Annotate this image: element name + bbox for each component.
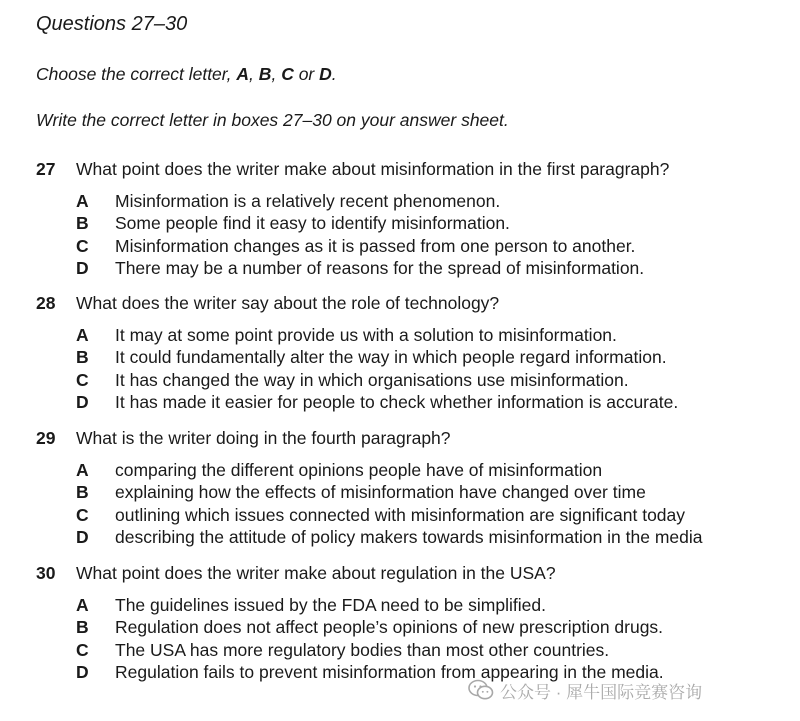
option-letter: C — [76, 235, 89, 256]
option-text: It may at some point provide us with a solution to misinformation. — [115, 325, 617, 345]
letter-b: B — [258, 64, 272, 84]
letter-c: C — [281, 64, 294, 84]
wechat-icon — [468, 679, 494, 701]
option-d — [76, 526, 776, 548]
question-stem — [36, 425, 776, 451]
option-letter: A — [76, 460, 89, 480]
option-a — [76, 459, 776, 481]
option-text: There may be a number of reasons for the spread of misinformation. — [115, 258, 645, 279]
question-text: What point does the writer make about regulation in the USA? — [76, 563, 556, 583]
instruction-prefix: Choose the correct letter, — [36, 64, 232, 84]
option-letter: C — [76, 369, 89, 390]
option-c — [76, 639, 776, 661]
option-c — [76, 369, 776, 391]
option-letter: B — [76, 617, 89, 638]
option-a — [76, 594, 776, 616]
option-b — [76, 616, 776, 638]
watermark-text: 公众号 · 犀牛国际竞赛咨询 — [500, 682, 703, 702]
option-text: explaining how the effects of misinformation have changed over time — [115, 482, 646, 503]
option-d — [76, 257, 776, 279]
separator: , — [249, 64, 254, 84]
option-b — [76, 481, 776, 503]
or-word: or — [298, 64, 315, 84]
option-text: outlining which issues connected with misinformation are significant today — [115, 504, 686, 525]
option-c — [76, 504, 776, 526]
watermark — [468, 678, 702, 702]
question-text: What does the writer say about the role of technology? — [76, 293, 500, 313]
question-text: What is the writer doing in the fourth paragraph? — [76, 428, 451, 448]
letter-d: D — [319, 64, 332, 84]
options-list — [76, 594, 776, 684]
option-text: Some people find it easy to identify misinformation. — [115, 213, 510, 234]
options-list — [76, 190, 776, 280]
option-text: describing the attitude of policy makers towards misinformation in the media — [115, 527, 703, 548]
question-28 — [36, 290, 776, 414]
option-text: The guidelines issued by the FDA need to be simplified. — [115, 595, 546, 615]
question-number: 28 — [36, 293, 56, 313]
option-letter: C — [76, 504, 89, 525]
option-letter: B — [76, 213, 89, 234]
option-text: It could fundamentally alter the way in which people regard information. — [115, 347, 667, 368]
option-text: Regulation does not affect people’s opinions of new prescription drugs. — [115, 617, 664, 638]
options-list — [76, 324, 776, 414]
period: . — [331, 64, 337, 84]
question-29 — [36, 425, 776, 549]
separator: , — [271, 64, 277, 84]
options-list — [76, 459, 776, 549]
option-text: Misinformation is a relatively recent phenomenon. — [115, 191, 501, 211]
option-b — [76, 212, 776, 234]
question-number: 27 — [36, 159, 56, 179]
option-d — [76, 391, 776, 413]
question-number: 29 — [36, 428, 56, 448]
question-27 — [36, 156, 776, 280]
option-letter: A — [76, 191, 89, 211]
option-letter: A — [76, 325, 89, 345]
question-stem — [36, 290, 776, 316]
option-text: It has made it easier for people to check whether information is accurate. — [115, 392, 679, 413]
option-c — [76, 235, 776, 257]
option-b — [76, 346, 776, 368]
instruction-answer-sheet: Write the correct letter in boxes 27–30 on your answer sheet. — [36, 110, 509, 130]
option-letter: D — [76, 392, 89, 413]
option-text: comparing the different opinions people have of misinformation — [115, 460, 603, 480]
letter-a: A — [236, 64, 250, 84]
question-stem — [36, 560, 776, 586]
instruction-choose-letter — [36, 64, 337, 85]
option-a — [76, 190, 776, 212]
option-text: Regulation fails to prevent misinformation from appearing in the media. — [115, 662, 664, 683]
option-letter: A — [76, 595, 89, 615]
option-letter: B — [76, 482, 89, 503]
question-number: 30 — [36, 563, 56, 583]
option-letter: D — [76, 662, 89, 683]
question-30 — [36, 560, 776, 684]
option-letter: B — [76, 347, 89, 368]
option-letter: C — [76, 639, 89, 660]
option-letter: D — [76, 527, 89, 548]
section-title: Questions 27–30 — [36, 13, 188, 35]
option-text: Misinformation changes as it is passed from one person to another. — [115, 235, 636, 256]
option-text: It has changed the way in which organisations use misinformation. — [115, 369, 629, 390]
question-text: What point does the writer make about misinformation in the first paragraph? — [76, 159, 670, 179]
question-stem — [36, 156, 776, 182]
option-a — [76, 324, 776, 346]
option-letter: D — [76, 258, 89, 279]
option-text: The USA has more regulatory bodies than most other countries. — [115, 639, 610, 660]
